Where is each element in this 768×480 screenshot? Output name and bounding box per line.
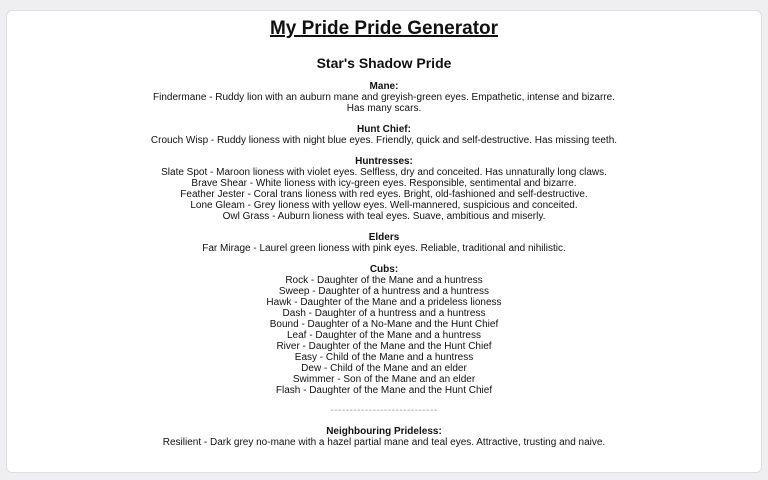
member-line: Feather Jester - Coral trans lioness with red eyes. Bright, old-fashioned and self-destructive. xyxy=(180,189,588,200)
member-line: Owl Grass - Auburn lioness with teal eyes. Suave, ambitious and miserly. xyxy=(222,211,546,222)
section-heading: Cubs: xyxy=(369,264,399,275)
pride-sections xyxy=(149,81,619,396)
pride-section xyxy=(149,156,619,222)
section-heading: Mane: xyxy=(369,81,399,92)
section-heading: Hunt Chief: xyxy=(357,124,411,135)
member-line: River - Daughter of the Mane and the Hunt Chief xyxy=(276,341,492,352)
member-line: Dash - Daughter of a huntress and a huntress xyxy=(282,308,486,319)
member-line: Bound - Daughter of a No-Mane and the Hunt Chief xyxy=(269,319,499,330)
section-heading: Neighbouring Prideless: xyxy=(326,426,442,437)
member-line: Slate Spot - Maroon lioness with violet eyes. Selfless, dry and conceited. Has unnaturally long claws. xyxy=(161,167,607,178)
member-line: Lone Gleam - Grey lioness with yellow eyes. Well-mannered, suspicious and conceited. xyxy=(190,200,578,211)
pride-section xyxy=(149,124,619,146)
section-heading: Elders xyxy=(368,232,400,243)
pride-section xyxy=(149,426,619,448)
prideless-sections xyxy=(149,426,619,448)
member-line: Easy - Child of the Mane and a huntress xyxy=(294,352,474,363)
member-line: Leaf - Daughter of the Mane and a huntress xyxy=(286,330,481,341)
member-line: Dew - Child of the Mane and an elder xyxy=(301,363,467,374)
pride-section xyxy=(149,81,619,114)
member-line: Findermane - Ruddy lion with an auburn mane and greyish-green eyes. Empathetic, intense and bizarre. Has many scars. xyxy=(153,92,615,114)
member-line: Resilient - Dark grey no-mane with a hazel partial mane and teal eyes. Attractive, trusting and naive. xyxy=(162,437,606,448)
member-line: Hawk - Daughter of the Mane and a prideless lioness xyxy=(266,297,502,308)
member-line: Sweep - Daughter of a huntress and a huntress xyxy=(278,286,490,297)
section-heading: Huntresses: xyxy=(355,156,413,167)
pride-name-heading: Star's Shadow Pride xyxy=(316,55,452,71)
member-line: Flash - Daughter of the Mane and the Hunt Chief xyxy=(275,385,493,396)
member-line: Crouch Wisp - Ruddy lioness with night blue eyes. Friendly, quick and self-destructive. Has missing teeth. xyxy=(150,135,618,146)
section-divider: ---------------------------- xyxy=(330,405,438,416)
pride-section xyxy=(149,264,619,396)
member-line: Rock - Daughter of the Mane and a huntress xyxy=(285,275,483,286)
generator-title: My Pride Pride Generator xyxy=(269,18,499,39)
pride-section xyxy=(149,232,619,254)
member-line: Brave Shear - White lioness with icy-green eyes. Responsible, sentimental and bizarre. xyxy=(191,178,577,189)
member-line: Swimmer - Son of the Mane and an elder xyxy=(292,374,476,385)
member-line: Far Mirage - Laurel green lioness with pink eyes. Reliable, traditional and nihilistic. xyxy=(202,243,566,254)
generator-output-card xyxy=(6,10,762,473)
